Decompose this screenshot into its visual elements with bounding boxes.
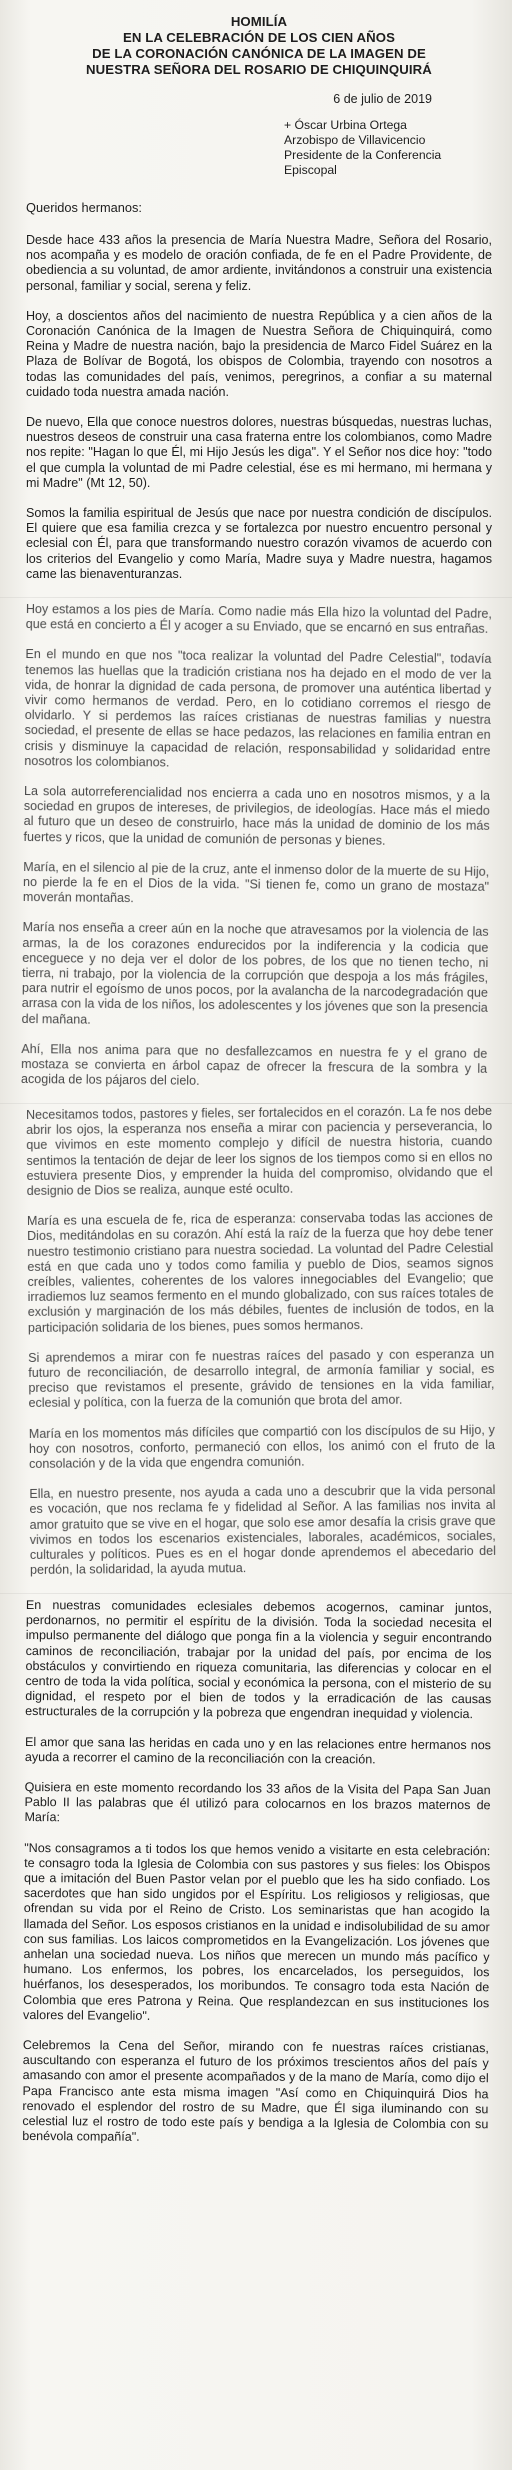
photographed-page-section xyxy=(21,602,492,1092)
document-date: 6 de julio de 2019 xyxy=(333,92,432,106)
title-line: DE LA CORONACIÓN CANÓNICA DE LA IMAGEN DE xyxy=(92,46,426,61)
paragraph: Quisiera en este momento recordando los 33 años de la Visita del Papa San Juan Pablo II las palabras que él utilizó para colocarnos en los brazos maternos de María: xyxy=(24,1780,491,1825)
page-fold-divider xyxy=(0,1103,512,1104)
paragraph: Somos la familia espiritual de Jesús que nace por nuestra condición de discípulos. El quiere que esa familia crezca y se fortalezca por nuestro encuentro personal y eclesial con Él, para que transformando nuestro corazón vivamos de acuerdo con los criterios del Evangelio y como María, Madre suya y Madre nuestra, hagamos came las bienaventuranzas. xyxy=(26,506,492,581)
paragraph: La sola autorreferencialidad nos encierra a cada uno en nosotros mismos, y a la sociedad en grupos de intereses, de privilegios, de ideologías. Hace más el miedo al futuro que un deseo de construirlo, hace más la unidad de dominio de los más fuertes y ricos, que la unidad de comunión de personas y bienes. xyxy=(23,784,491,848)
document-title xyxy=(26,14,492,78)
photographed-page-section xyxy=(22,1598,492,2148)
page-fold-divider xyxy=(0,597,512,598)
paragraph: María, en el silencio al pie de la cruz, ante el inmenso dolor de la muerte de su Hijo, no pierde la fe en el Dios de la vida. "Si tienen fe, como un grano de mostaza" moverán montañas. xyxy=(22,859,490,906)
paragraph: Celebremos la Cena del Señor, mirando con fe nuestras raíces cristianas, auscultando con esperanza el futuro de los próximos trescientos años del país y amasando con amor el presente acompañados y de la mano de María, como dijo el Papa Francisco ante esta misma imagen "Así como en Chiquinquirá Dios ha renovado el esplendor del rostro de su Madre, que Él siga iluminando con su celestial luz el rostro de todo este país y bendiga a la Iglesia de Colombia con su benévola compañía". xyxy=(22,2038,489,2145)
author-title: Arzobispo de Villavicencio xyxy=(284,133,426,147)
title-line: NUESTRA SEÑORA DEL ROSARIO DE CHIQUINQUIRÁ xyxy=(86,62,432,77)
paragraph: Ella, en nuestro presente, nos ayuda a cada uno a descubrir que la vida personal es vocación, que nos reclama fe y fidelidad al Señor. A las familias nos invita al amor gratuito que se vive en el hogar, que solo ese amor desafía la crisis grave que vivimos en todos los escenarios existenciales, laborales, académicos, sociales, culturales y políticos. Pues es en el hogar donde aprendemos el abecedario del perdón, la solidaridad, la ayuda mutua. xyxy=(29,1482,496,1577)
title-line: HOMILÍA xyxy=(230,14,288,29)
paragraph: Desde hace 433 años la presencia de María Nuestra Madre, Señora del Rosario, nos acompaña y es modelo de oración confiada, de fe en el Padre Providente, de obediencia a su voluntad, de amor ardiente, invitándonos a construir una existencia personal, familiar y social, serena y feliz. xyxy=(26,233,492,293)
paragraph: Hoy estamos a los pies de María. Como nadie más Ella hizo la voluntad del Padre, que está en concierto a Él y acoger a su Enviado, que se encarnó en sus entrañas. xyxy=(25,602,492,637)
greeting: Queridos hermanos: xyxy=(26,200,142,215)
paragraph: El amor que sana las heridas en cada uno y en las relaciones entre hermanos nos ayuda a recorrer el camino de la reconciliación con la creación. xyxy=(24,1734,492,1767)
paragraph: Si aprendemos a mirar con fe nuestras raíces del pasado y con esperanza un futuro de reconciliación, de desarrollo integral, de armonía familiar y social, es preciso que revistamos el presente, grávido de tensiones en la vida familiar, eclesial y política, con la fuerza de la comunión que brota del amor. xyxy=(28,1346,495,1410)
paragraph: En el mundo en que nos "toca realizar la voluntad del Padre Celestial", todavía tenemos las huellas que la tradición cristiana nos ha dejado en el modo de ver la vida, de honrar la dignidad de cada persona, de promover una auténtica libertad y vivir como hermanos de verdad. Pero, en lo cotidiano corremos el riesgo de olvidarlo. Y si perdemos las raíces cristianas de nuestras familias y nuestra sociedad, el presente de ellas se hace pedazos, las relaciones en familia entran en crisis y disminuye la capacidad de relación, responsabilidad y solidaridad entre nosotros los colombianos. xyxy=(24,647,492,770)
paragraph: María nos enseña a creer aún en la noche que atravesamos por la violencia de las armas, la de los corazones endurecidos por la indiferencia y la codicia que enceguece y no deja ver el dolor de los pobres, de los que no tienen techo, ni tierra, ni trabajo, por la violencia de la corrupción que despoja a los más frágiles, para nutrir el egoísmo de unos pocos, por la avalancha de la narcodegradación que arrasa con la vida de los niños, los adolescentes y los jóvenes que son la presencia del mañana. xyxy=(21,920,489,1027)
author-role: Presidente de la Conferencia Episcopal xyxy=(284,148,442,177)
paragraph: María es una escuela de fe, rica de esperanza: conservaba todas las acciones de Dios, meditándolas en su corazón. Ahí está la raíz de la fuerza que hoy debe tener nuestro testimonio cristiano para nuestra sociedad. La voluntad del Padre Celestial está en que cada uno y todos como familia y pueblo de Dios, seamos signos creíbles, valientes, coherentes de los valores innegociables del Evangelio; que irradiemos luz seamos fermento en el mundo globalizado, con sus raíces totales de exclusión y marginación de los más débiles, fuentes de inclusión de todos, en la participación solidaria de los bienes, pues somos hermanos. xyxy=(26,1209,494,1335)
title-line: EN LA CELEBRACIÓN DE LOS CIEN AÑOS xyxy=(122,30,396,45)
author-name: + Óscar Urbina Ortega xyxy=(284,118,407,132)
paragraph: Ahí, Ella nos anima para que no desfallezcamos en nuestra fe y el grano de mostaza se convierta en árbol capaz de ofrecer la frescura de la sombra y la acogida de los pájaros del cielo. xyxy=(20,1041,488,1089)
author-signature xyxy=(284,118,492,178)
paragraph: Hoy, a doscientos años del nacimiento de nuestra República y a cien años de la Coronación Canónica de la Imagen de Nuestra Señora de Chiquinquirá, como Reina y Madre de nuestra nación, bajo la presidencia de Marco Fidel Suárez en la Plaza de Bolívar de Bogotá, los obispos de Colombia, trayendo con nosotros a todas las comunidades del país, venimos, peregrinos, a confiar a su maternal cuidado toda nuestra amada nación. xyxy=(26,308,492,399)
paragraph: En nuestras comunidades eclesiales debemos acogernos, caminar juntos, perdonarnos, no permitir el espíritu de la división. Toda la sociedad necesita el impulso permanente del diálogo que ponga fin a la violencia y seguir encontrando caminos de reconciliación, trabajar por la unidad del país, por encima de los obstáculos y convirtiendo en riqueza comunitaria, las diferencias y colocar en el centro de toda la vida política, social y económica la persona, con el misterio de su dignidad, el respeto por el bien de todos y la erradicación de las causas estructurales de la corrupción y la pobreza que engendran inequidad y violencia. xyxy=(25,1598,492,1722)
paragraph: De nuevo, Ella que conoce nuestros dolores, nuestras búsquedas, nuestras luchas, nuestros deseos de construir una casa fraterna entre los colombianos, como Madre nos repite: "Hagan lo que Él, mi Hijo Jesús les diga". Y el Señor nos dice hoy: "todo el que cumpla la voluntad de mi Padre celestial, ése es mi hermano, mi hermana y mi Madre" (Mt 12, 50). xyxy=(26,415,492,490)
page-fold-divider xyxy=(0,1593,512,1594)
photographed-page-section xyxy=(26,1103,496,1578)
paragraph: María en los momentos más difíciles que compartió con los discípulos de su Hijo, y hoy con nosotros, conforto, permaneció con ellos, los animó con el fruto de la consolación y de la vida que engendra comunión. xyxy=(28,1422,496,1471)
paragraph: Necesitamos todos, pastores y fieles, ser fortalecidos en el corazón. La fe nos debe abrir los ojos, la esperanza nos enseña a mirar con paciencia y perseverancia, lo que vivimos en este momento complejo y difícil de nuestra historia, cuando sentimos la tentación de dejar de leer los signos de los tiempos como si en ellos no estuviera presente Dios, y emprender la huida del compromiso, olvidando que el designio de Dios se realiza, aunque esté oculto. xyxy=(26,1103,493,1198)
paragraph: "Nos consagramos a ti todos los que hemos venido a visitarte en esta celebración: te consagro toda la Iglesia de Colombia con sus pastores y sus fieles: los Obispos que a imitación del Buen Pastor velan por el pueblo que les ha sido confiado. Los sacerdotes que han sido ungidos por el Espíritu. Los religiosos y religiosas, que ofrendan su vida por el Reino de Cristo. Los seminaristas que han acogido la llamada del Señor. Los esposos cristianos en la unidad e indisolubilidad de su amor con sus familias. Los laicos comprometidos en la Evangelización. Los jóvenes que anhelan una sociedad nueva. Los niños que merecen un mundo más pacífico y humano. Los enfermos, los pobres, los encarcelados, los perseguidos, los huérfanos, los desesperados, los moribundos. Te consagro toda esta Nación de Colombia que eres Patrona y Reina. Que resplandezcan en sus instituciones los valores del Evangelio". xyxy=(23,1840,491,2023)
